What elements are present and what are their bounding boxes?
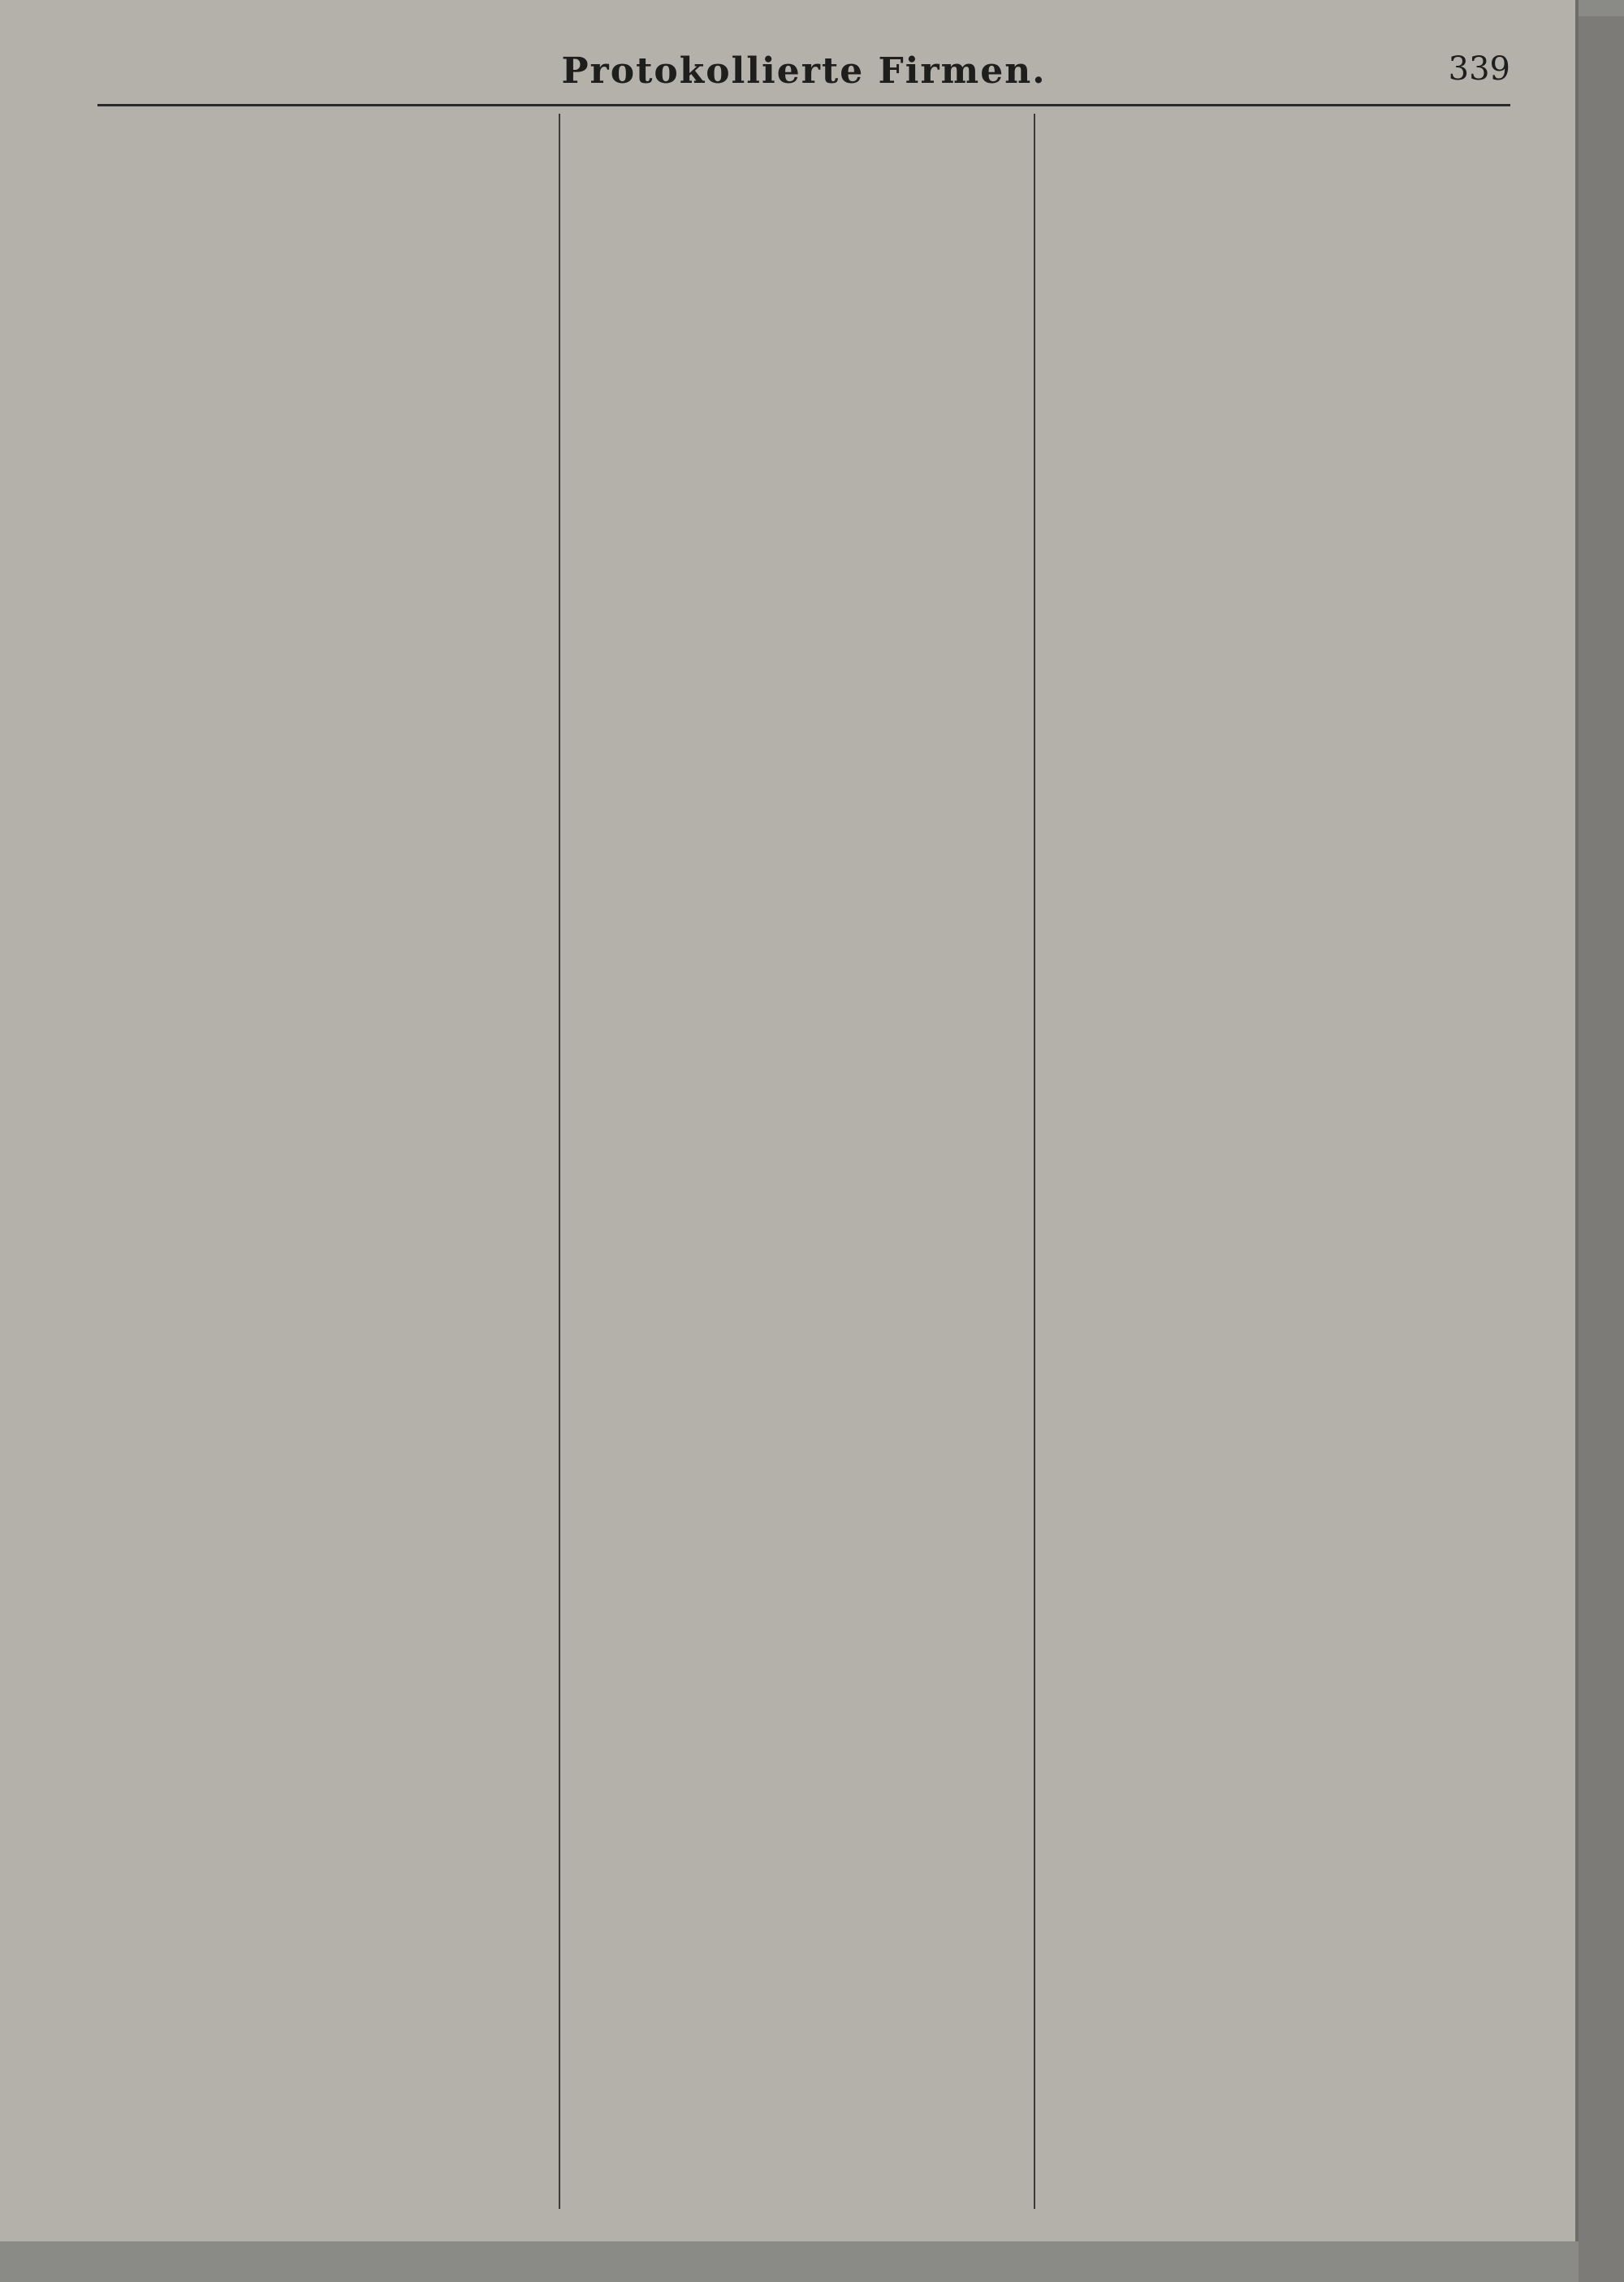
header-rule (97, 104, 1510, 106)
column-divider (559, 114, 560, 2209)
column-right (1047, 114, 1498, 2209)
running-title: Protokollierte Firmen. (561, 50, 1047, 92)
column-left (97, 114, 548, 2209)
page-edge (1579, 16, 1624, 2282)
column-divider (1034, 114, 1035, 2209)
page-number: 339 (1448, 50, 1510, 88)
page-header (97, 50, 1510, 99)
column-middle (572, 114, 1023, 2209)
